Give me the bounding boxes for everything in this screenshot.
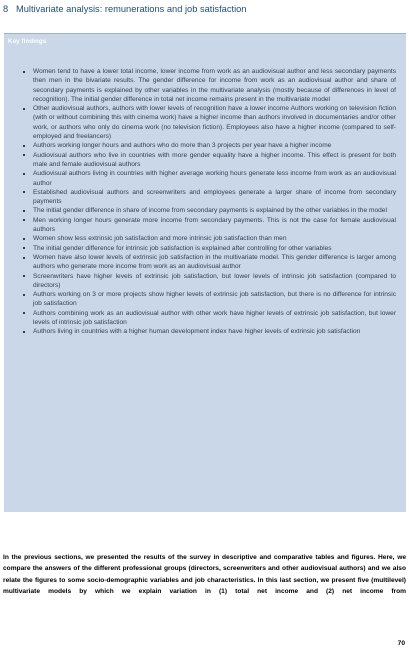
body-paragraph: In the previous sections, we presented the results of the survey in descriptive and comparative tables and figures. Here, we compare the answers of the different professional groups (directors, screenwriters and other audiovisual authors) and we also relate the figures to some socio-demographic variables and job characteristics. In this last section, we present five (multilevel) multivariate models by which we explain variation in (1) total net income and (2) net income from: [3, 554, 406, 595]
finding-item: Women have also lower levels of extrinsic job satisfaction in the multivariate model. This gender difference is larger among authors who generate more income from work as an audiovisual author: [22, 253, 396, 272]
finding-item: Established audiovisual authors and screenwriters and employees generate a larger share of income from secondary payments: [22, 188, 396, 207]
finding-item: Screenwriters have higher levels of extrinsic job satisfaction, but lower levels of intrinsic job satisfaction (compared to directors): [22, 272, 396, 291]
finding-item: Audiovisual authors living in countries with higher average working hours generate less income from work as an audiovisual author: [22, 169, 396, 188]
finding-item: Authors combining work as an audiovisual author with other work have higher levels of extrinsic job satisfaction, but lower levels of intrinsic job satisfaction: [22, 309, 396, 328]
key-findings-box: [4, 33, 406, 512]
key-findings-title: Key findings: [8, 38, 47, 45]
section-number: 8: [3, 4, 9, 14]
finding-item: The initial gender difference for intrinsic job satisfaction is explained after controlling for other variables: [22, 244, 396, 253]
finding-item: Authors working on 3 or more projects show higher levels of extrinsic job satisfaction, but there is no difference for intrinsic job satisfaction: [22, 290, 396, 309]
finding-item: Authors living in countries with a higher human development index have higher levels of extrinsic job satisfaction: [22, 327, 396, 336]
finding-item: Women tend to have a lower total income, lower income from work as an audiovisual author and less secondary payments then men in the bivariate results. The gender difference for income from work as an audiovisual author and share of secondary payments is explained by other variables in the multivariate analysis (mostly because of differences in level of recognition). The initial gender difference in total net income remains present in the multivariate model: [22, 67, 396, 104]
finding-item: The initial gender difference in share of income from secondary payments is explained by the other variables in the model: [22, 206, 396, 215]
finding-item: Authors working longer hours and authors who do more than 3 projects per year have a higher income: [22, 141, 396, 150]
section-title: Multivariate analysis: remunerations and job satisfaction: [16, 4, 247, 14]
key-findings-list: [22, 67, 396, 337]
finding-item: Other audiovisual authors, authors with lower levels of recognition have a lower income Authors working on television fiction (with or without combining this with cinema work) have a higher income than authors involved in documentaries and/or other work, or authors who only do cinema work (no television fiction). Employees also have a higher income (compared to self-employed and freelancers): [22, 104, 396, 141]
page-number: 70: [397, 640, 405, 647]
finding-item: Audiovisual authors who live in countries with more gender equality have a higher income. This effect is present for both male and female audiovisual authors: [22, 151, 396, 170]
finding-item: Women show less extrinsic job satisfaction and more intrinsic job satisfaction than men: [22, 234, 396, 243]
section-heading: [3, 3, 407, 15]
finding-item: Men working longer hours generate more income from secondary payments. This is not the case for female audiovisual authors: [22, 216, 396, 235]
